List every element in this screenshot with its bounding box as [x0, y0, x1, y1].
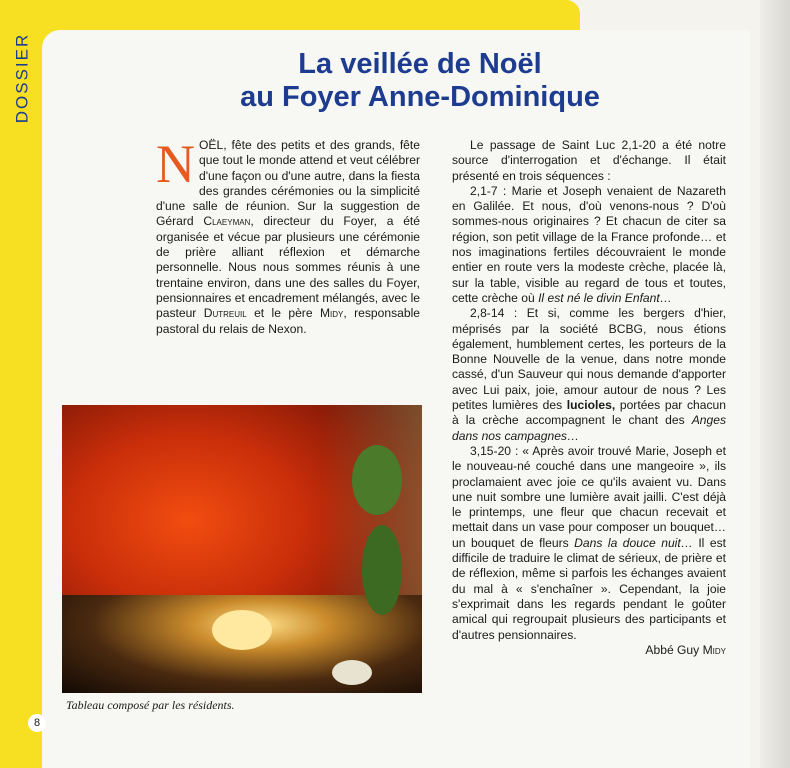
- right-column: [452, 138, 726, 658]
- paragraph-2-italic: Il est né le divin Enfant…: [538, 290, 672, 305]
- page-gutter: [760, 0, 790, 768]
- paragraph-1: Le passage de Saint Luc 2,1-20 a été notre source d'interrogation et d'échange. Il était présenté en trois séquences :: [452, 138, 726, 183]
- title-line-1: La veillée de Noël: [298, 48, 542, 80]
- paragraph-3-text: 2,8-14 : Et si, comme les bergers d'hier, méprisés par la société BCBG, nous étions également, humblement certes, les porteurs de la Bonne Nouvelle de la venue, dans notre monde cassé, d'un Sauveur qui nous demande d'apporter avec Lui paix, joie, amour autour de nous ? Les petites lumières des: [452, 306, 726, 413]
- white-stone: [332, 660, 372, 685]
- photo-caption: Tableau composé par les résidents.: [66, 698, 235, 712]
- intro-text-4: , responsable pastoral du relais de Nexon.: [156, 306, 420, 336]
- intro-text-1: OËL, fête des petits et des grands, fête que tout le monde attend et veut célébrer d'une façon ou d'une autre, dans la fiesta des grandes cérémonies ou la simplicité d'une salle de réunion. Sur la suggestion de Gérard: [156, 138, 420, 229]
- intro-text-3: et le père: [246, 306, 320, 321]
- ivy-leaves: [352, 445, 402, 515]
- paragraph-2: [452, 184, 726, 306]
- paragraph-4-text: 3,15-20 : « Après avoir trouvé Marie, Joseph et le nouveau-né couché dans une mangeoire », ils proclamaient avec joie ce qu'ils avaient vu. Dans une nuit sombre une lumière avait jailli. C'est déjà le printemps, une fleur que chacun recevait et mettait dans un vase pour composer un bouquet… un bouquet de fleurs: [452, 443, 726, 550]
- name-claeyman: Claeyman: [203, 214, 251, 229]
- paragraph-3-italic: Anges dans nos campagnes…: [452, 413, 726, 443]
- left-column: [156, 134, 421, 337]
- intro-paragraph: [156, 134, 421, 337]
- section-tab: [6, 30, 38, 125]
- paragraph-3-text-2: portées par chacun à la crèche accompagnent le chant des: [452, 398, 726, 428]
- paragraph-4: [452, 444, 726, 643]
- ivy-leaves-2: [362, 525, 402, 615]
- paragraph-3: [452, 306, 726, 444]
- paragraph-3-bold: lucioles,: [566, 398, 616, 413]
- drop-cap: N: [156, 134, 195, 194]
- page-number: 8: [28, 714, 46, 732]
- paragraph-4-italic: Dans la douce nuit…: [574, 535, 693, 550]
- signature-prefix: Abbé Guy: [645, 642, 703, 657]
- article-title: [220, 48, 620, 114]
- name-midy: Midy: [319, 306, 344, 321]
- paragraph-4-text-2: Il est difficile de traduire le climat de sérieux, de prière et de réflexion, même si parfois les échanges avaient du mal à « s'enchaîner ». Cependant, la joie s'exprimait dans les regards pendant le goûter amical qui regroupait plusieurs des participants et d'autres pensionnaires.: [452, 535, 726, 642]
- signature-name: Midy: [702, 642, 726, 657]
- paragraph-2-text: 2,1-7 : Marie et Joseph venaient de Nazareth en Galilée. Et nous, d'où venons-nous ? D'où sommes-nous originaires ? Et chacun de citer sa région, son petit village de la France profonde… et nos imaginations fertiles découvraient le monde entier en route vers la modeste crèche, placée là, sur la table, visible au regard de tous et toutes, cette crèche où: [452, 183, 726, 305]
- signature: [452, 643, 726, 658]
- name-dutreuil: Dutreuil: [203, 306, 247, 321]
- title-line-2: au Foyer Anne-Dominique: [240, 81, 600, 113]
- candle-light: [212, 610, 272, 650]
- section-tab-label: DOSSIER: [12, 32, 31, 123]
- nativity-photo: [62, 405, 422, 693]
- intro-text-2: , directeur du Foyer, a été organisée et vécue par plusieurs une cérémonie de prière alliant réflexion et démarche personnelle. Nous nous sommes réunis à une trentaine environ, dans une des salles du Foyer, pensionnaires et encadrement mélangés, avec le pasteur: [156, 214, 421, 321]
